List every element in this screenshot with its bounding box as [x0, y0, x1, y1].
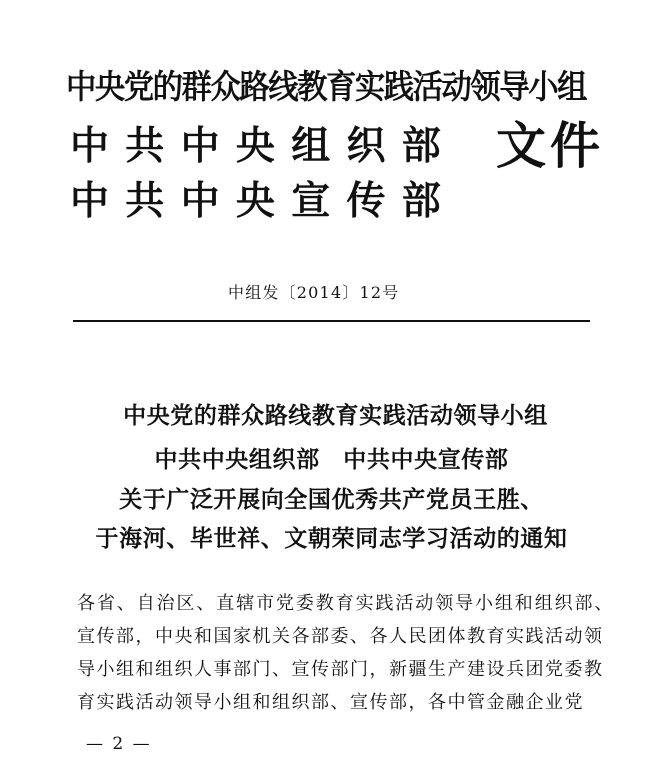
- body-line-4: 育实践活动领导小组和组织部、宣传部，各中管金融企业党: [77, 692, 584, 713]
- body-line-1: 各省、自治区、直辖市党委教育实践活动领导小组和组织部、: [77, 593, 615, 614]
- body-line-3: 导小组和组织人事部门、宣传部门，新疆生产建设兵团党委教: [77, 659, 604, 680]
- document-type-label: 文件: [496, 116, 604, 175]
- title-line-3: 关于广泛开展向全国优秀共产党员王胜、: [119, 486, 544, 513]
- document-number: 中组发〔2014〕12号: [228, 283, 400, 302]
- header-separator-line: [73, 320, 590, 322]
- title-line-4: 于海河、毕世祥、文朝荣同志学习活动的通知: [95, 525, 568, 552]
- title-line-2: 中共中央组织部 中共中央宣传部: [154, 446, 509, 473]
- issuer-line-3: 中共中央宣传部: [70, 178, 458, 224]
- body-line-2: 宣传部，中央和国家机关各部委、各人民团体教育实践活动领: [77, 626, 604, 647]
- issuer-line-1: 中央党的群众路线教育实践活动领导小组: [66, 67, 586, 106]
- page-number: — 2 —: [86, 734, 152, 754]
- title-line-1: 中央党的群众路线教育实践活动领导小组: [123, 402, 548, 429]
- issuer-line-2: 中共中央组织部: [70, 123, 458, 169]
